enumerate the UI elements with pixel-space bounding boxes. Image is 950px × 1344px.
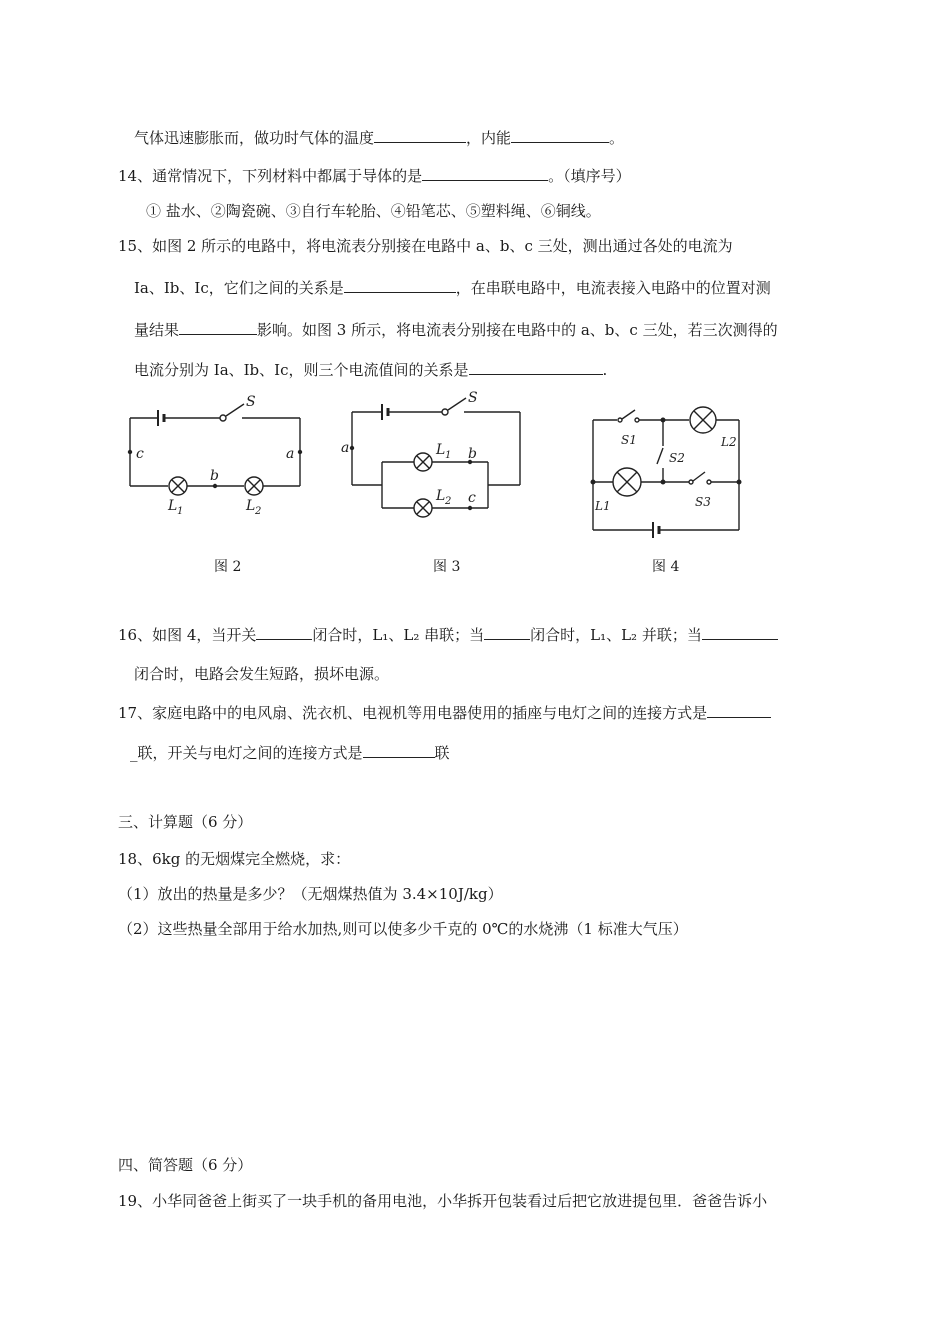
q18-part-1: （1）放出的热量是多少？（无烟煤热值为 3.4×10J/kg）	[118, 885, 503, 903]
answer-blank[interactable]	[484, 625, 530, 640]
answer-blank[interactable]	[469, 360, 603, 375]
answer-blank[interactable]	[374, 128, 466, 143]
q15-line-3	[134, 320, 778, 340]
figure-3-circuit	[338, 390, 538, 520]
point-a-label: a	[341, 440, 350, 456]
section-3-title: 三、计算题（6 分）	[118, 813, 253, 831]
q16-text-3: 闭合时，L₁、L₂ 并联；当	[530, 626, 702, 644]
lamp-l1-sub: 1	[177, 506, 184, 517]
q15-text-2: ，在串联电路中，电流表接入电路中的位置对测	[455, 279, 771, 297]
figure-2-circuit	[120, 390, 310, 517]
answer-blank[interactable]	[511, 128, 609, 143]
point-a-label: a	[286, 446, 295, 462]
section-4-title: 四、简答题（6 分）	[118, 1156, 253, 1174]
q15-text-4: 影响。如图 3 所示，将电流表分别接在电路中的 a、b、c 三处，若三次测得的	[257, 321, 778, 339]
point-c-label: c	[468, 490, 476, 506]
question-19: 19、小华同爸爸上街买了一块手机的备用电池，小华拆开包装看过后把它放进提包里．爸爸告诉小	[118, 1192, 768, 1210]
answer-blank[interactable]	[256, 625, 312, 640]
q15-text: Ia、Ib、Ic，它们之间的关系是	[134, 279, 344, 297]
answer-blank[interactable]	[363, 743, 435, 758]
q17-text: 17、家庭电路中的电风扇、洗衣机、电视机等用电器使用的插座与电灯之间的连接方式是	[118, 704, 708, 722]
q17-text-2: _联，开关与电灯之间的连接方式是	[130, 744, 363, 762]
q14-options: ① 盐水、②陶瓷碗、③自行车轮胎、④铅笔芯、⑤塑料绳、⑥铜线。	[146, 202, 601, 220]
lamp-l1-label: L	[168, 498, 178, 514]
q17-line-2	[130, 743, 450, 763]
switch-s2-label: S2	[669, 451, 685, 465]
answer-blank[interactable]	[422, 166, 548, 181]
question-16	[118, 625, 778, 645]
q15-text-6: .	[602, 361, 608, 379]
q15-line-1: 15、如图 2 所示的电路中，将电流表分别接在电路中 a、b、c 三处，测出通过各处的电流为	[118, 237, 733, 255]
question-17	[118, 703, 771, 723]
lamp-l2-label: L2	[721, 435, 737, 449]
point-b-label: b	[468, 446, 477, 462]
q16-line-2: 闭合时，电路会发生短路，损坏电源。	[134, 665, 390, 683]
q16-text: 16、如图 4，当开关	[118, 626, 257, 644]
point-b-label: b	[210, 468, 219, 484]
figure-3-caption: 图 3	[433, 559, 461, 575]
switch-label: S	[246, 394, 256, 410]
q15-text-3: 量结果	[134, 321, 180, 339]
lamp-l1-label: L1	[595, 499, 611, 513]
question-14	[118, 166, 631, 186]
figure-4-circuit	[585, 390, 745, 540]
q15-line-2	[134, 278, 771, 298]
switch-label: S	[468, 390, 478, 406]
switch-s3-label: S3	[695, 495, 711, 509]
figure-4-caption: 图 4	[652, 559, 680, 575]
q14-text: 14、通常情况下，下列材料中都属于导体的是	[118, 167, 423, 185]
q13-text: 气体迅速膨胀而，做功时气体的温度	[134, 129, 375, 147]
q18-part-2: （2）这些热量全部用于给水加热,则可以使多少千克的 0℃的水烧沸（1 标准大气压）	[118, 920, 688, 938]
answer-blank[interactable]	[179, 320, 257, 335]
q16-text-2: 闭合时，L₁、L₂ 串联；当	[312, 626, 485, 644]
lamp-l1-label: L	[436, 442, 446, 458]
q15-text-5: 电流分别为 Ia、Ib、Ic，则三个电流值间的关系是	[134, 361, 469, 379]
answer-blank[interactable]	[707, 703, 771, 718]
q13-continuation	[134, 128, 624, 148]
lamp-l2-sub: 2	[445, 496, 452, 507]
q13-text-2: ，内能	[466, 129, 512, 147]
point-c-label: c	[136, 446, 144, 462]
answer-blank[interactable]	[702, 625, 778, 640]
lamp-l2-label: L	[436, 488, 446, 504]
q14-text-2: 。（填序号）	[548, 167, 631, 185]
q15-line-4	[134, 360, 607, 380]
answer-blank[interactable]	[344, 278, 456, 293]
switch-s1-label: S1	[621, 433, 637, 447]
lamp-l1-sub: 1	[445, 450, 452, 461]
lamp-l2-label: L	[246, 498, 256, 514]
figure-2-caption: 图 2	[214, 559, 242, 575]
lamp-l2-sub: 2	[255, 506, 262, 517]
q13-text-3: 。	[609, 129, 625, 147]
question-18: 18、6kg 的无烟煤完全燃烧，求：	[118, 850, 351, 868]
q17-text-3: 联	[434, 744, 450, 762]
